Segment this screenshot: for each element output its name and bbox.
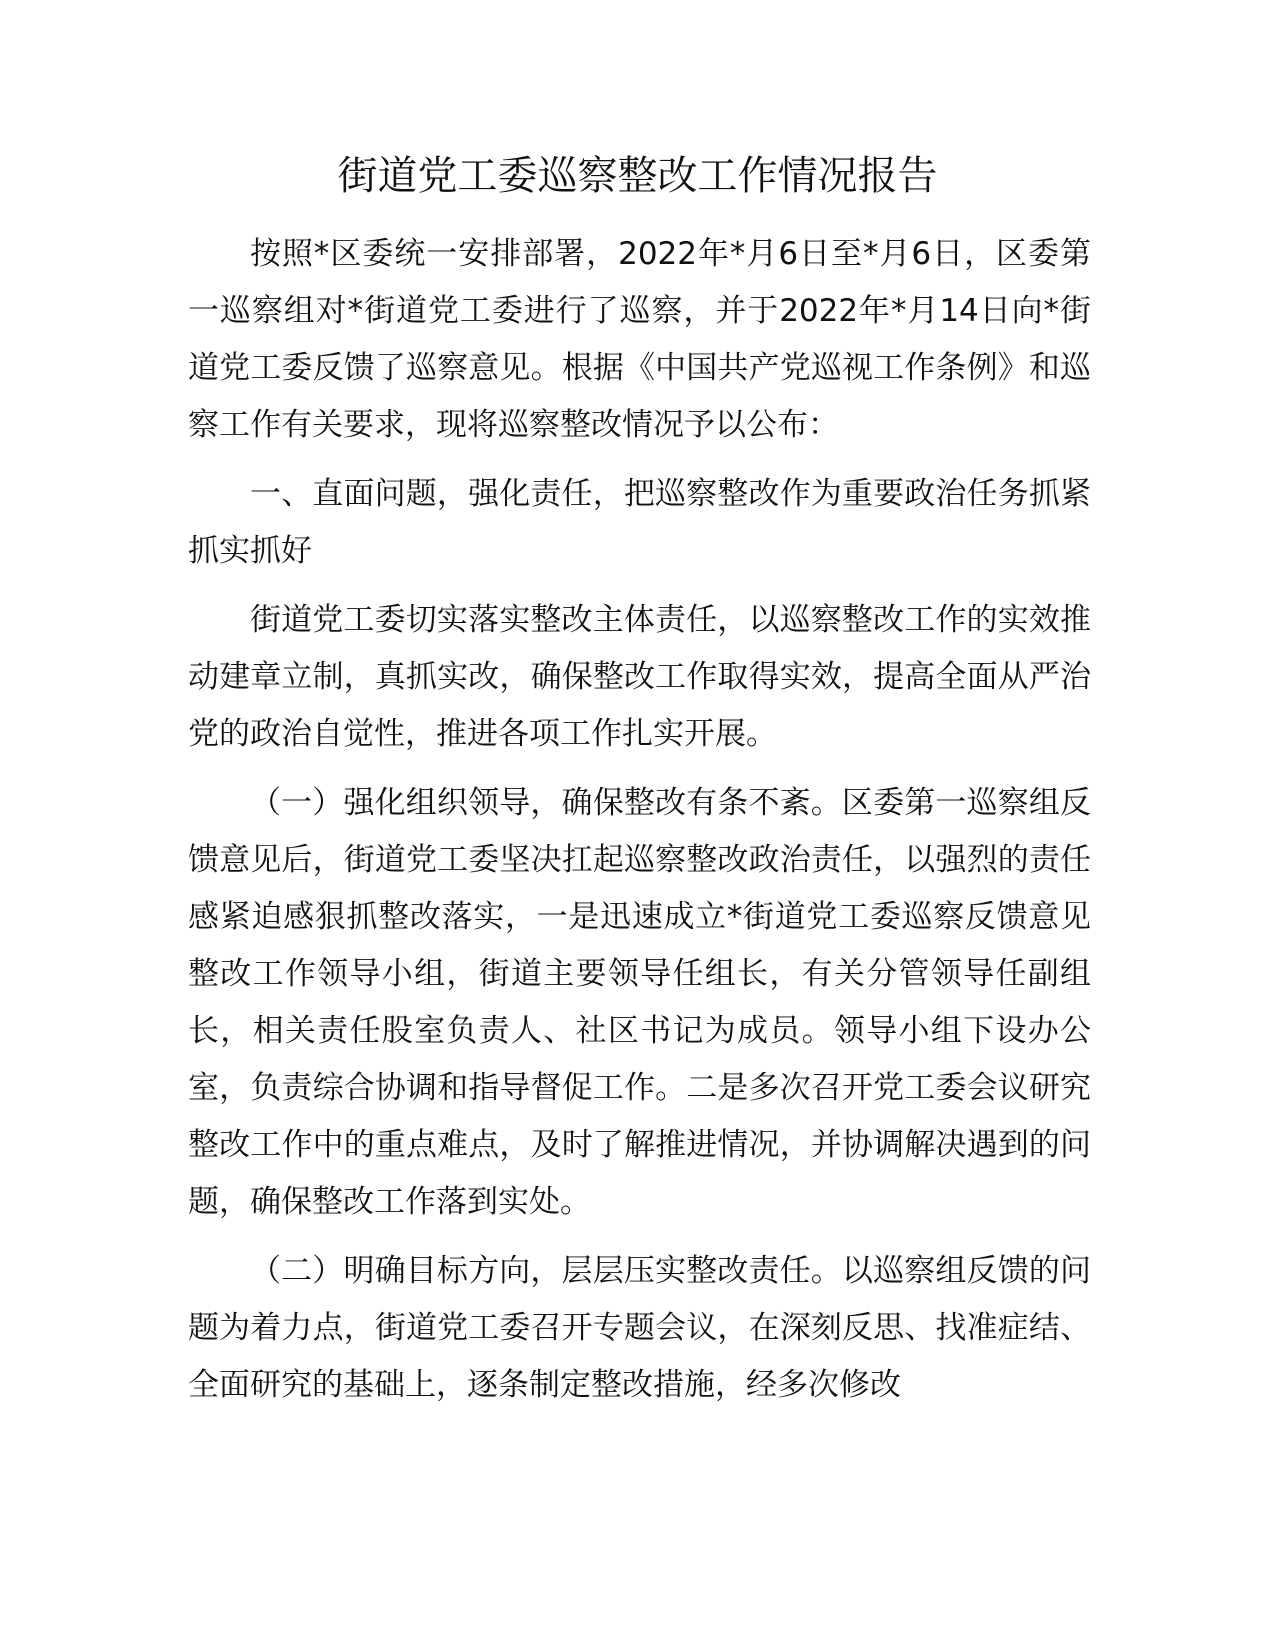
document-title: 街道党工委巡察整改工作情况报告 <box>337 153 938 199</box>
paragraph-section-1: 街道党工委切实落实整改主体责任，以巡察整改工作的实效推动建章立制，真抓实改，确保整改工作取得实效，提高全面从严治党的政治自觉性，推进各项工作扎实开展。 <box>188 602 1091 752</box>
paragraph-intro: 按照*区委统一安排部署，2022年*月6日至*月6日，区委第一巡察组对*街道党工委进行了巡察，并于2022年*月14日向*街道党工委反馈了巡察意见。根据《中国共产党巡视工作条例》和巡察工作有关要求，现将巡察整改情况予以公布： <box>188 236 1091 443</box>
document-body <box>188 226 1091 1426</box>
paragraph-subsection-1: （一）强化组织领导，确保整改有条不紊。区委第一巡察组反馈意见后，街道党工委坚决扛起巡察整改政治责任，以强烈的责任感紧迫感狠抓整改落实，一是迅速成立*街道党工委巡察反馈意见整改工作领导小组，街道主要领导任组长，有关分管领导任副组长，相关责任股室负责人、社区书记为成员。领导小组下设办公室，负责综合协调和指导督促工作。二是多次召开党工委会议研究整改工作中的重点难点，及时了解推进情况，并协调解决遇到的问题，确保整改工作落到实处。 <box>188 785 1091 1220</box>
section-heading-1: 一、直面问题，强化责任，把巡察整改作为重要政治任务抓紧抓实抓好 <box>188 476 1091 569</box>
paragraph-subsection-2: （二）明确目标方向，层层压实整改责任。以巡察组反馈的问题为着力点，街道党工委召开专题会议，在深刻反思、找准症结、全面研究的基础上，逐条制定整改措施，经多次修改 <box>188 1253 1091 1403</box>
